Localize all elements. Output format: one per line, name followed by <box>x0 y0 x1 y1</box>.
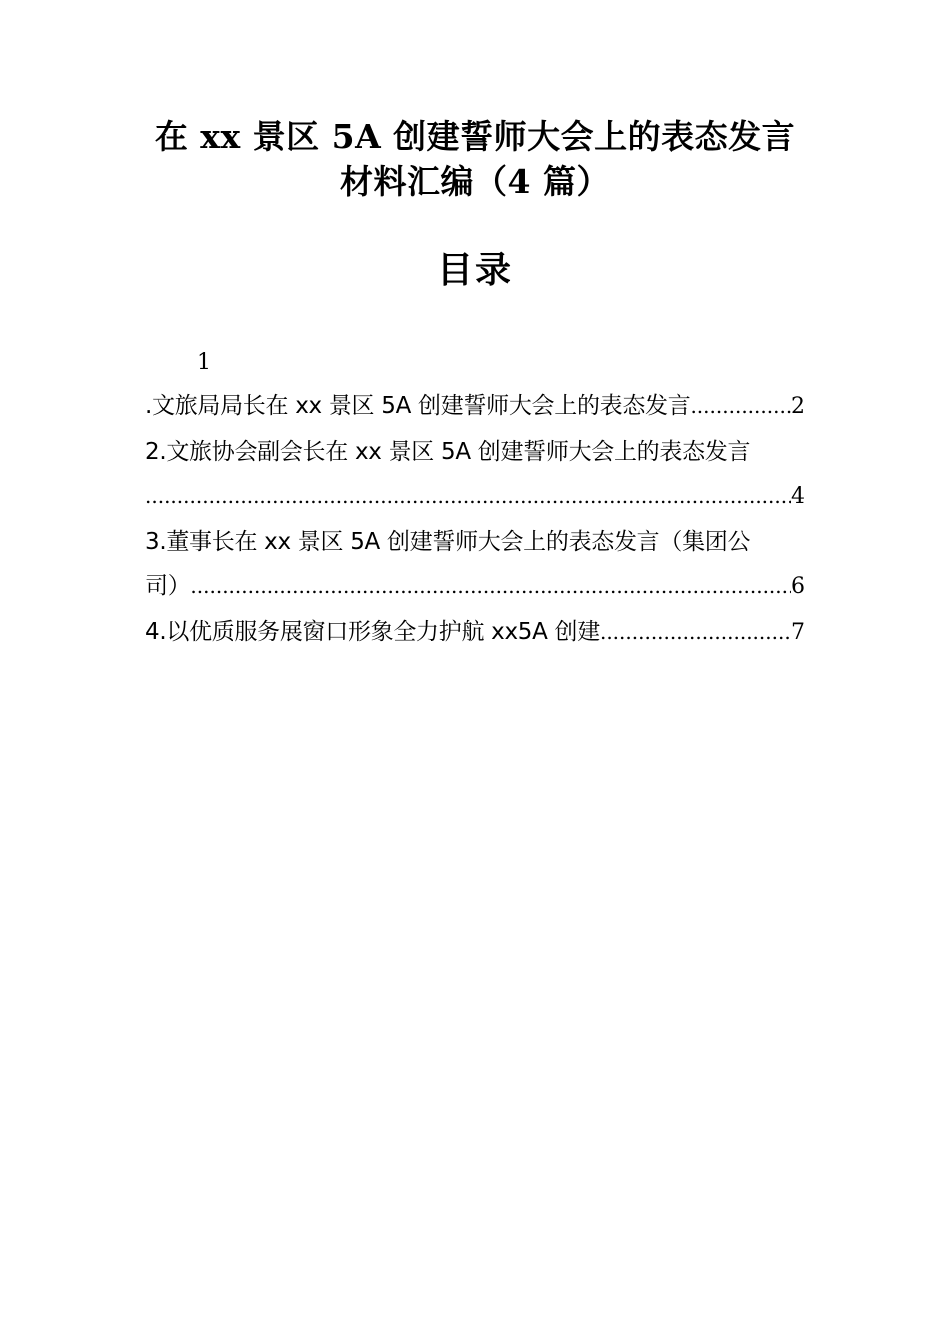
toc-entry-3-page: 6 <box>791 574 805 599</box>
toc-entry-3-leader <box>190 564 791 608</box>
toc-entry-4-leader <box>600 610 791 654</box>
toc-entry-1-number: 1 <box>197 350 211 375</box>
toc-entry-3-text-line-1: 3.董事长在 xx 景区 5A 创建誓师大会上的表态发言（集团公 <box>145 529 751 555</box>
toc-entry-1-page: 2 <box>791 394 805 419</box>
toc-entry-4-page: 7 <box>791 620 805 645</box>
toc-entry-3-text-line-2: 司） <box>145 573 191 599</box>
toc-entry-2-leader <box>145 474 791 518</box>
toc-entry-1-text: .文旅局局长在 xx 景区 5A 创建誓师大会上的表态发言 <box>145 393 691 419</box>
toc-entry-2-text: 2.文旅协会副会长在 xx 景区 5A 创建誓师大会上的表态发言 <box>145 439 751 465</box>
toc-heading: 目录 <box>436 249 513 291</box>
toc-entry-2[interactable] <box>145 430 805 474</box>
toc-entry-1[interactable] <box>145 384 805 428</box>
toc-entry-1-number-line[interactable] <box>145 340 805 384</box>
toc-entry-3-continuation[interactable] <box>145 564 805 608</box>
toc-entry-1-leader <box>690 384 791 428</box>
document-title-line-1: 在 xx 景区 5A 创建誓师大会上的表态发言 <box>154 117 796 156</box>
toc-entry-2-page: 4 <box>791 484 805 509</box>
toc-entry-2-continuation[interactable] <box>145 474 805 518</box>
toc-entry-4[interactable] <box>145 610 805 654</box>
toc-entry-3[interactable] <box>145 520 805 564</box>
toc-entry-4-text: 4.以优质服务展窗口形象全力护航 xx5A 创建 <box>145 619 600 645</box>
document-title-line-2: 材料汇编（4 篇） <box>340 162 610 201</box>
